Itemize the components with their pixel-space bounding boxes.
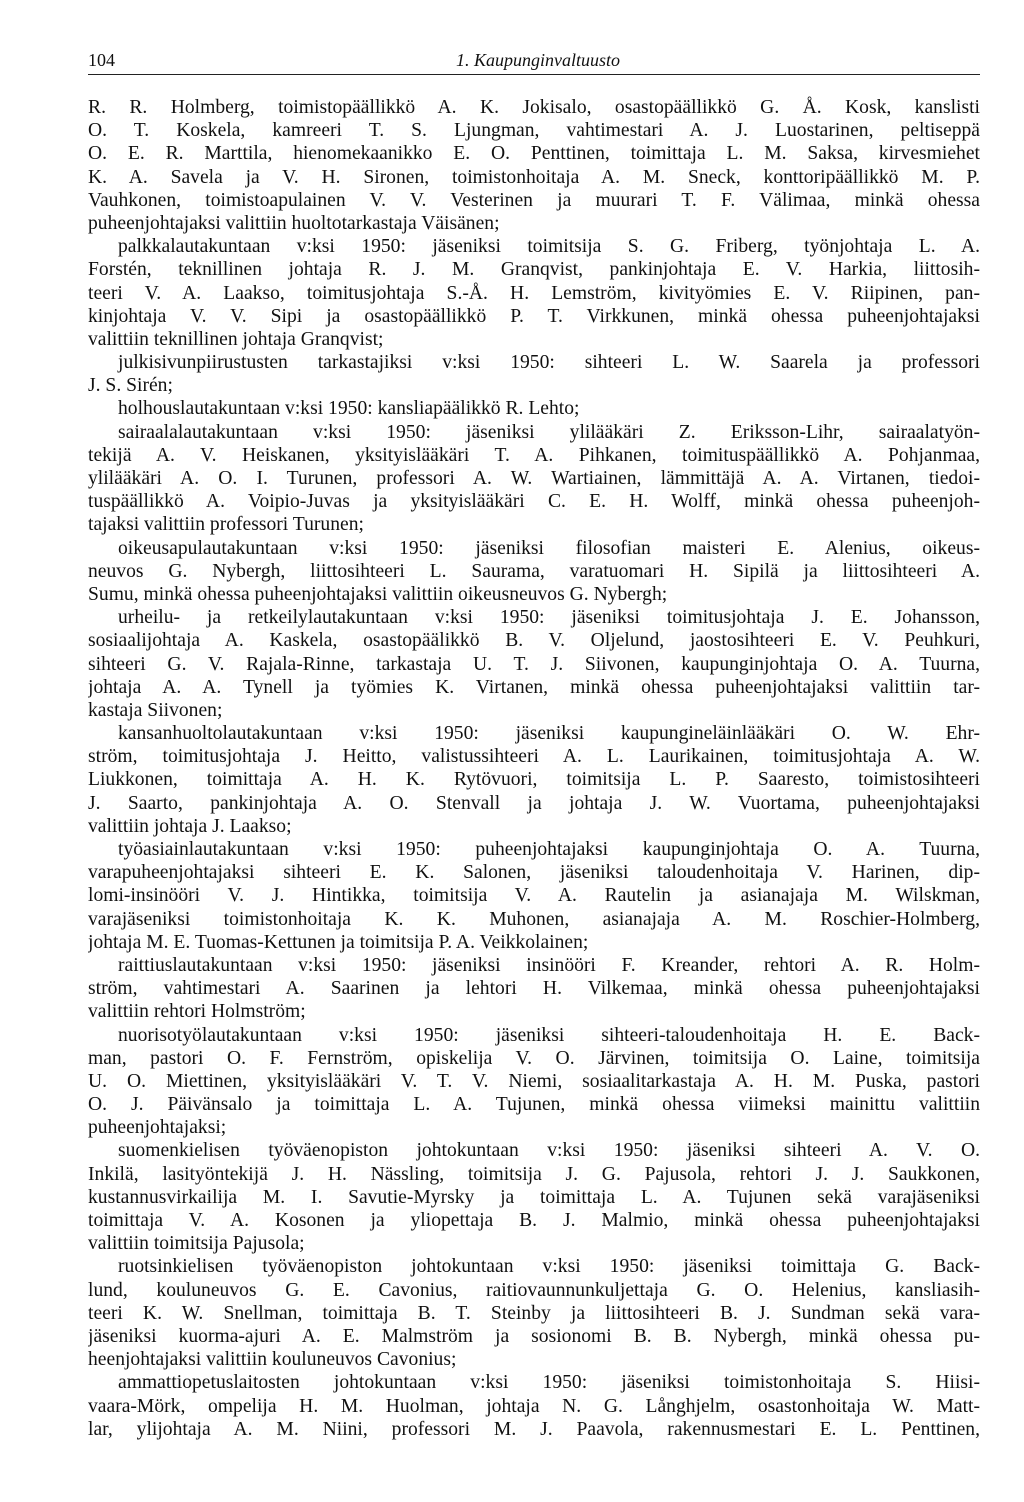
text-line: johtaja A. A. Tynell ja työmies K. Virtanen, minkä ohessa puheenjohtajaksi valittiin tar- [88, 676, 980, 698]
text-line: ström, toimitusjohtaja J. Heitto, valistussihteeri A. L. Laurikainen, toimitusjohtaja A. W. [88, 746, 980, 768]
text-line: tekijä A. V. Heiskanen, yksityislääkäri T. A. Pihkanen, toimituspäällikkö A. Pohjanmaa, [88, 444, 980, 466]
text-line: lar, ylijohtaja A. M. Niini, professori M. J. Paavola, rakennusmestari E. L. Penttinen, [88, 1418, 980, 1440]
text-line: kastaja Siivonen; [88, 699, 223, 721]
text-line: R. R. Holmberg, toimistopäällikkö A. K. Jokisalo, osastopäällikkö G. Å. Kosk, kanslisti [88, 97, 980, 118]
text-line: O. T. Koskela, kamreeri T. S. Ljungman, vahtimestari A. J. Luostarinen, peltiseppä [88, 120, 980, 142]
text-line: Liukkonen, toimittaja A. H. K. Rytövuori, toimitsija L. P. Saaresto, toimistosihteeri [88, 769, 980, 791]
running-header [88, 44, 980, 75]
text-line: jäseniksi kuorma-ajuri A. E. Malmström ja sosionomi B. B. Nybergh, minkä ohessa pu- [88, 1325, 980, 1347]
text-line: työasiainlautakuntaan v:ksi 1950: puheenjohtajaksi kaupunginjohtaja O. A. Tuurna, [118, 839, 980, 860]
text-line: sosiaalijohtaja A. Kaskela, osastopäälikkö B. V. Oljelund, jaostosihteeri E. V. Peuhkuri, [88, 630, 980, 652]
text-line: Forstén, teknillinen johtaja R. J. M. Granqvist, pankinjohtaja E. V. Harkia, liittosih- [88, 259, 980, 281]
text-line: julkisivunpiirustusten tarkastajiksi v:ksi 1950: sihteeri L. W. Saarela ja professori [118, 352, 980, 374]
text-line: kustannusvirkailija M. I. Savutie-Myrsky ja toimittaja L. A. Tujunen sekä varajäseniksi [88, 1186, 980, 1208]
text-line: vaara-Mörk, ompelija H. M. Huolman, johtaja N. G. Långhjelm, osastonhoitaja W. Matt- [88, 1395, 980, 1417]
text-line: toimittaja V. A. Kosonen ja yliopettaja B. J. Malmio, minkä ohessa puheenjohtajaksi [88, 1210, 980, 1231]
text-line: Vauhkonen, toimistoapulainen V. V. Vesterinen ja muurari T. F. Välimaa, minkä ohessa [88, 189, 980, 211]
text-line: sihteeri G. V. Rajala-Rinne, tarkastaja U. T. J. Siivonen, kaupunginjohtaja O. A. Tuurna, [88, 653, 980, 675]
body-text [88, 96, 980, 1441]
text-line: raittiuslautakuntaan v:ksi 1950: jäseniksi insinööri F. Kreander, rehtori A. R. Holm- [118, 954, 980, 976]
text-line: tuspäällikkö A. Voipio-Juvas ja yksityislääkäri C. E. H. Wolff, minkä ohessa puheenjoh- [88, 491, 980, 513]
section-title: 1. Kaupunginvaltuusto [456, 50, 621, 70]
text-line: oikeusapulautakuntaan v:ksi 1950: jäseniksi filosofian maisteri E. Alenius, oikeus- [118, 537, 980, 559]
text-line: valittiin teknillinen johtaja Granqvist; [88, 328, 384, 350]
text-line: holhouslautakuntaan v:ksi 1950: kansliapäälikkö R. Lehto; [118, 398, 580, 420]
text-line: palkkalautakuntaan v:ksi 1950: jäseniksi toimitsija S. G. Friberg, työnjohtaja L. A. [118, 236, 980, 258]
text-line: valittiin toimitsija Pajusola; [88, 1233, 305, 1255]
text-line: ruotsinkielisen työväenopiston johtokuntaan v:ksi 1950: jäseniksi toimittaja G. Back- [118, 1256, 980, 1278]
text-line: johtaja M. E. Tuomas-Kettunen ja toimitsija P. A. Veikkolainen; [88, 931, 589, 953]
text-line: kansanhuoltolautakuntaan v:ksi 1950: jäseniksi kaupungineläinlääkäri O. W. Ehr- [118, 723, 980, 745]
text-line: O. E. R. Marttila, hienomekaanikko E. O. Penttinen, toimittaja L. M. Saksa, kirvesmiehet [88, 143, 980, 165]
text-line: varajäseniksi toimistonhoitaja K. K. Muhonen, asianajaja A. M. Roschier-Holmberg, [88, 908, 980, 930]
text-line: nuorisotyölautakuntaan v:ksi 1950: jäseniksi sihteeri-taloudenhoitaja H. E. Back- [118, 1024, 980, 1046]
text-line: man, pastori O. F. Fernström, opiskelija V. O. Järvinen, toimitsija O. Laine, toimitsija [88, 1047, 980, 1069]
text-line: Sumu, minkä ohessa puheenjohtajaksi valittiin oikeusneuvos G. Nybergh; [88, 583, 668, 605]
text-line: J. S. Sirén; [88, 375, 173, 397]
text-line: ammattiopetuslaitosten johtokuntaan v:ksi 1950: jäseniksi toimistonhoitaja S. Hiisi- [118, 1372, 980, 1394]
text-line: J. Saarto, pankinjohtaja A. O. Stenvall ja johtaja J. W. Vuortama, puheenjohtajaksi [88, 792, 980, 814]
text-line: Inkilä, lasityöntekijä J. H. Nässling, toimitsija J. G. Pajusola, rehtori J. J. Saukkonen, [88, 1163, 980, 1185]
text-line: valittiin johtaja J. Laakso; [88, 815, 292, 837]
text-line: puheenjohtajaksi valittiin huoltotarkastaja Väisänen; [88, 212, 500, 234]
text-line: U. O. Miettinen, yksityislääkäri V. T. V. Niemi, sosiaalitarkastaja A. H. M. Puska, pastori [88, 1070, 980, 1092]
text-line: puheenjohtajaksi; [88, 1117, 227, 1139]
text-line: ylilääkäri A. O. I. Turunen, professori A. W. Wartiainen, lämmittäjä A. A. Virtanen, tiedoi- [88, 468, 980, 489]
text-line: lund, kouluneuvos G. E. Cavonius, raitiovaunnunkuljettaja G. O. Helenius, kansliasih- [88, 1279, 980, 1301]
text-line: lomi-insinööri V. J. Hintikka, toimitsija V. A. Rautelin ja asianajaja M. Wilskman, [88, 885, 980, 907]
text-line: neuvos G. Nybergh, liittosihteeri L. Saurama, varatuomari H. Sipilä ja liittosihteeri A. [88, 560, 980, 582]
text-line: teeri K. W. Snellman, toimittaja B. T. Steinby ja liittosihteeri B. J. Sundman sekä vara- [88, 1302, 980, 1324]
text-line: urheilu- ja retkeilylautakuntaan v:ksi 1950: jäseniksi toimitusjohtaja J. E. Johansson, [118, 607, 980, 629]
text-line: heenjohtajaksi valittiin kouluneuvos Cavonius; [88, 1349, 457, 1371]
text-line: kinjohtaja V. V. Sipi ja osastopäällikkö P. T. Virkkunen, minkä ohessa puheenjohtajaksi [88, 305, 980, 327]
text-line: valittiin rehtori Holmström; [88, 1001, 306, 1023]
text-line: sairaalalautakuntaan v:ksi 1950: jäseniksi ylilääkäri Z. Eriksson-Lihr, sairaalatyön- [118, 421, 980, 443]
text-line: varapuheenjohtajaksi sihteeri E. K. Salonen, jäseniksi taloudenhoitaja V. Harinen, dip- [88, 862, 980, 884]
text-line: O. J. Päivänsalo ja toimittaja L. A. Tujunen, minkä ohessa viimeksi mainittu valittiin [88, 1094, 980, 1116]
text-line: tajaksi valittiin professori Turunen; [88, 514, 364, 536]
text-line: K. A. Savela ja V. H. Sironen, toimistonhoitaja A. M. Sneck, konttoripäällikkö M. P. [88, 166, 980, 188]
page-number: 104 [88, 50, 115, 70]
text-line: ström, vahtimestari A. Saarinen ja lehtori H. Vilkemaa, minkä ohessa puheenjohtajaksi [88, 978, 980, 1000]
text-line: suomenkielisen työväenopiston johtokuntaan v:ksi 1950: jäseniksi sihteeri A. V. O. [118, 1140, 980, 1162]
text-line: teeri V. A. Laakso, toimitusjohtaja S.-Å. H. Lemström, kivityömies E. V. Riipinen, pan- [88, 282, 980, 304]
